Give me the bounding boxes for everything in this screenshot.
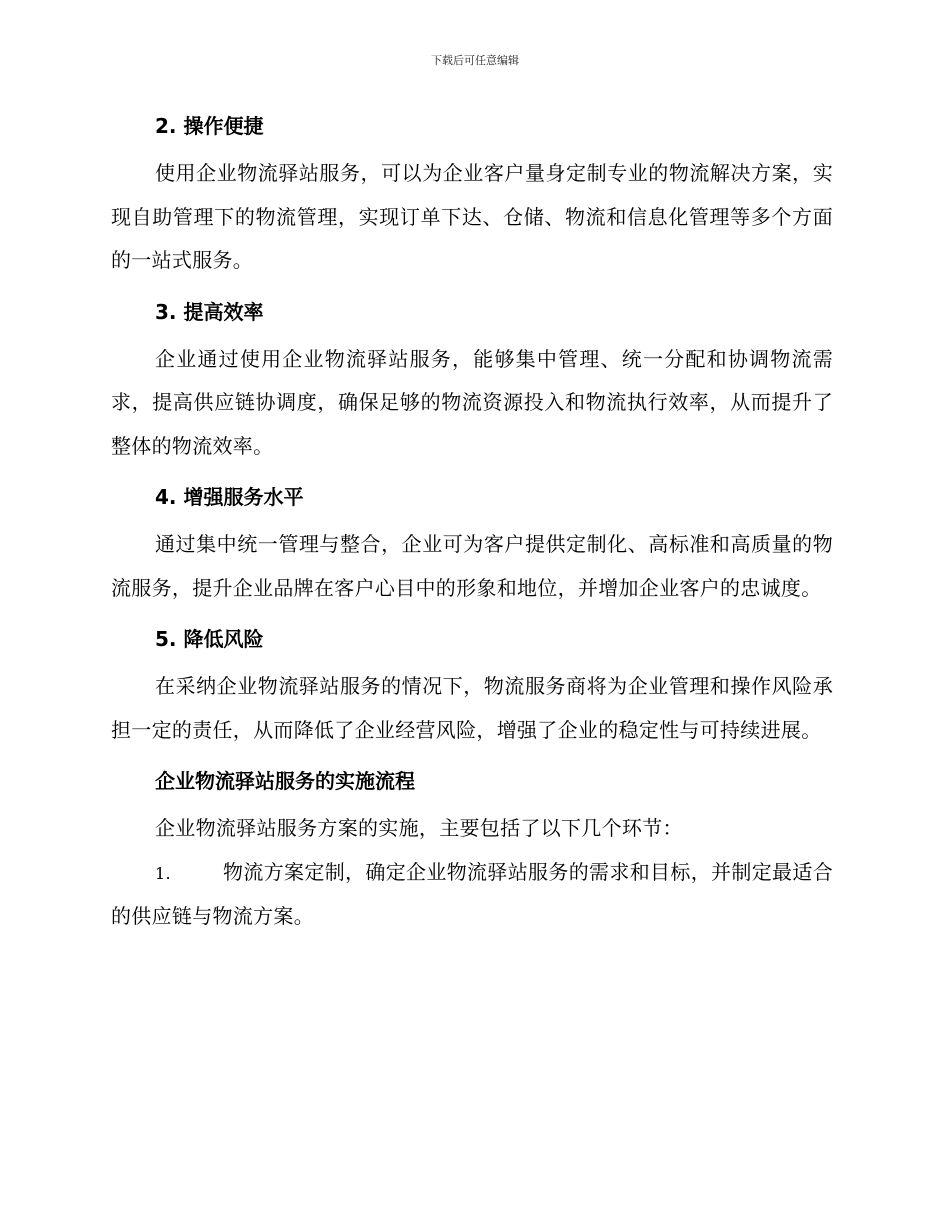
list-number: 1. xyxy=(155,863,171,883)
section-paragraph: 使用企业物流驿站服务，可以为企业客户量身定制专业的物流解决方案，实现自助管理下的物流管理，实现订单下达、仓储、物流和信息化管理等多个方面的一站式服务。 xyxy=(111,161,833,272)
list-item xyxy=(111,851,833,939)
section-paragraph: 企业通过使用企业物流驿站服务，能够集中管理、统一分配和协调物流需求，提高供应链协调度，确保足够的物流资源投入和物流执行效率，从而提升了整体的物流效率。 xyxy=(111,346,833,458)
section-heading: 4. 增强服务水平 xyxy=(155,485,304,509)
page-header: 下载后可任意编辑 xyxy=(431,54,519,67)
section-heading: 3. 提高效率 xyxy=(155,299,264,324)
list-text: 物流方案定制，确定企业物流驿站服务的需求和目标，并制定最适合的供应链与物流方案。 xyxy=(111,859,833,928)
section-paragraph: 企业物流驿站服务方案的实施，主要包括了以下几个环节： xyxy=(155,816,683,840)
section-paragraph: 通过集中统一管理与整合，企业可为客户提供定制化、高标准和高质量的物流服务，提升企业品牌在客户心目中的形象和地位，并增加企业客户的忠诚度。 xyxy=(111,532,833,600)
section-heading: 5. 降低风险 xyxy=(155,627,264,651)
section-paragraph: 在采纳企业物流驿站服务的情况下，物流服务商将为企业管理和操作风险承担一定的责任，从而降低了企业经营风险，增强了企业的稳定性与可持续进展。 xyxy=(111,674,833,742)
section-heading: 2. 操作便捷 xyxy=(155,114,264,138)
section-heading: 企业物流驿站服务的实施流程 xyxy=(155,769,415,793)
document-body xyxy=(111,108,833,939)
